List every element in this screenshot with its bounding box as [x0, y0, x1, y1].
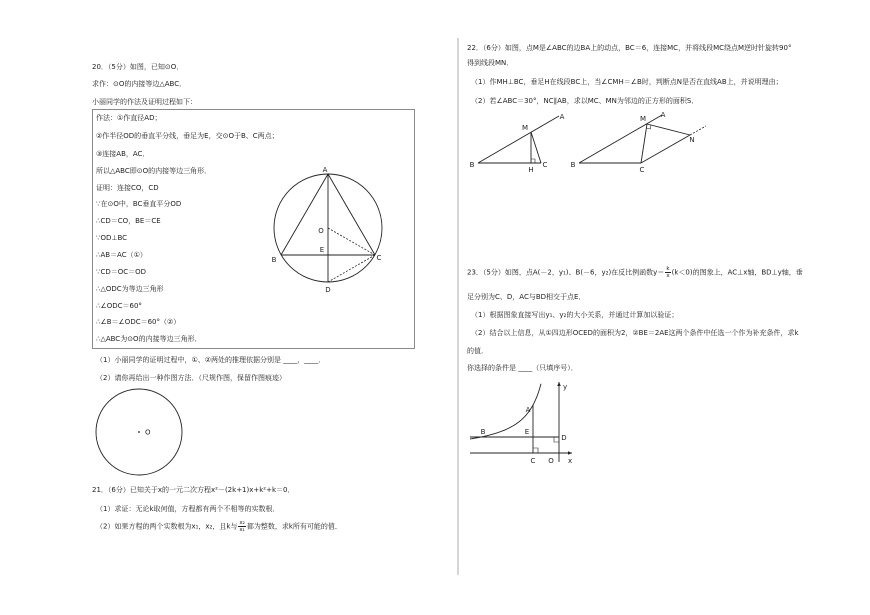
q22a-label-b: B	[469, 161, 475, 169]
q23-fraction-numerator: k	[666, 266, 670, 272]
q22-line2: 得到线段MN．	[467, 59, 514, 67]
q23-label-c: C	[530, 457, 536, 465]
q22a-label-c: C	[542, 161, 548, 169]
q23-label-b: B	[480, 428, 486, 436]
q21-part2-post: 都为整数，求k所有可能的值．	[246, 522, 342, 531]
q20-box-line: ③连接AB，AC．	[96, 150, 150, 158]
q23-label-e: E	[524, 428, 530, 436]
q23-line1-pre: 23．（5分）如图，点A(－2，y₁)、B(－6，y₂)在反比例函数y＝	[467, 268, 665, 277]
q22b-label-b: B	[570, 161, 576, 169]
q21-part2-pre: （2）如果方程的两个实数根为x₁，x₂，且k与	[96, 522, 238, 531]
q20-label-b: B	[271, 256, 277, 264]
q23-part2-line1: （2）结合以上信息，从①四边形OCED的面积为2，②BE＝2AE这两个条件中任选一个作为补充条件，求k	[471, 329, 799, 337]
q20-box-line: ∵在⊙O中，BC垂直平分OD	[96, 200, 182, 208]
q22b-label-n: N	[689, 136, 695, 144]
q20-answer-label-o: O	[145, 428, 151, 437]
q20-solution-box	[92, 109, 415, 349]
q20-box-line: ∴△ODC为等边三角形	[96, 285, 164, 293]
q23-line1-post: (k＜0)的图象上，AC⊥x轴，BD⊥y轴，垂	[671, 268, 803, 277]
q20-box-line: ∴∠ODC＝60°	[96, 302, 142, 310]
q20-box-line: ∵OD⊥BC	[96, 234, 128, 242]
q23-part1: （1）根据图象直接写出y₁、y₂的大小关系，并通过计算加以验证；	[471, 311, 679, 319]
q22-part2: （2）若∠ABC＝30°，NC∥AB，求以MC、MN为邻边的正方形的面积S．	[471, 97, 699, 105]
q21-fraction-numerator: x₂	[239, 520, 245, 526]
q21-fraction-denominator: x₁	[239, 527, 245, 533]
q20-intro: 小丽同学的作法及证明过程如下：	[92, 98, 197, 106]
q23-line1	[467, 266, 803, 280]
q22a-label-h: H	[528, 166, 534, 174]
q20-label-d: D	[325, 286, 331, 294]
q23-label-d: D	[561, 434, 567, 442]
q23-part2-line2: 的值．	[467, 347, 488, 355]
q22-line1: 22．（6分）如图，点M是∠ABC的边BA上的动点，BC＝6，连接MC，并将线段MC绕点M逆时针旋转90°	[467, 44, 792, 52]
q20-label-c: C	[376, 254, 382, 262]
q20-box-line: 所以△ABC即⊙O的内接等边三角形．	[96, 167, 212, 175]
q23-line2: 足分别为C、D，AC与BD相交于点E．	[467, 293, 586, 301]
q23-fraction-denominator: x	[666, 273, 670, 279]
q20-task: 求作：⊙O的内接等边△ABC．	[92, 80, 187, 88]
q23-choice: 你选择的条件是 ____（只填序号）．	[467, 364, 578, 372]
q20-box-line: ∴CD＝CO，BE＝CE	[96, 217, 161, 225]
q22b-label-c: C	[639, 166, 645, 174]
q22-part1: （1）作MH⊥BC，垂足H在线段BC上，当∠CMH＝∠B时，判断点N是否在直线AB上，并说明理由；	[471, 78, 783, 86]
q20-box-line: ∴AB＝AC（①）	[96, 251, 147, 259]
q20-part1: （1）小丽同学的证明过程中，①、②两处的推理依据分别是 ____，____．	[96, 356, 326, 364]
q21-stem: 21．（6分）已知关于x的一元二次方程x²－(2k+1)x+k²+k＝0．	[92, 486, 295, 494]
q22b-label-m: M	[639, 115, 647, 123]
q20-part2: （2）请你再给出一种作图方法．（尺规作图，保留作图痕迹）	[96, 374, 286, 382]
right-column	[460, 0, 865, 615]
q20-label-a: A	[322, 166, 328, 174]
q22a-label-m: M	[521, 124, 529, 132]
q20-box-line: 证明：连接CO，CD	[96, 184, 159, 192]
q20-stem: 20．（5分）如图，已知⊙O．	[92, 63, 184, 71]
q22a-label-a: A	[559, 113, 565, 121]
q23-label-x: x	[568, 457, 573, 465]
q20-box-line: ∴△ABC为⊙O的内接等边三角形．	[96, 335, 202, 343]
q20-box-line: ∵CD＝OC＝OD	[96, 268, 147, 276]
q23-label-a: A	[525, 406, 531, 414]
q20-label-o: O	[318, 227, 324, 235]
q20-box-line: ∴∠B＝∠ODC＝60°（②）	[96, 318, 181, 326]
q23-label-o: O	[548, 457, 554, 465]
q20-box-line: 作法：①作直径AD；	[96, 114, 162, 122]
q21-fraction	[238, 520, 245, 533]
q22b-label-a: A	[660, 111, 666, 119]
q21-part1: （1）求证：无论k取何值，方程都有两个不相等的实数根．	[96, 505, 280, 513]
q23-fraction	[665, 266, 670, 279]
q20-label-e: E	[319, 246, 325, 254]
q21-part2	[96, 520, 342, 534]
q20-box-line: ②作半径OD的垂直平分线，垂足为E，交⊙O于B、C两点；	[96, 132, 279, 140]
q23-label-y: y	[563, 383, 568, 391]
